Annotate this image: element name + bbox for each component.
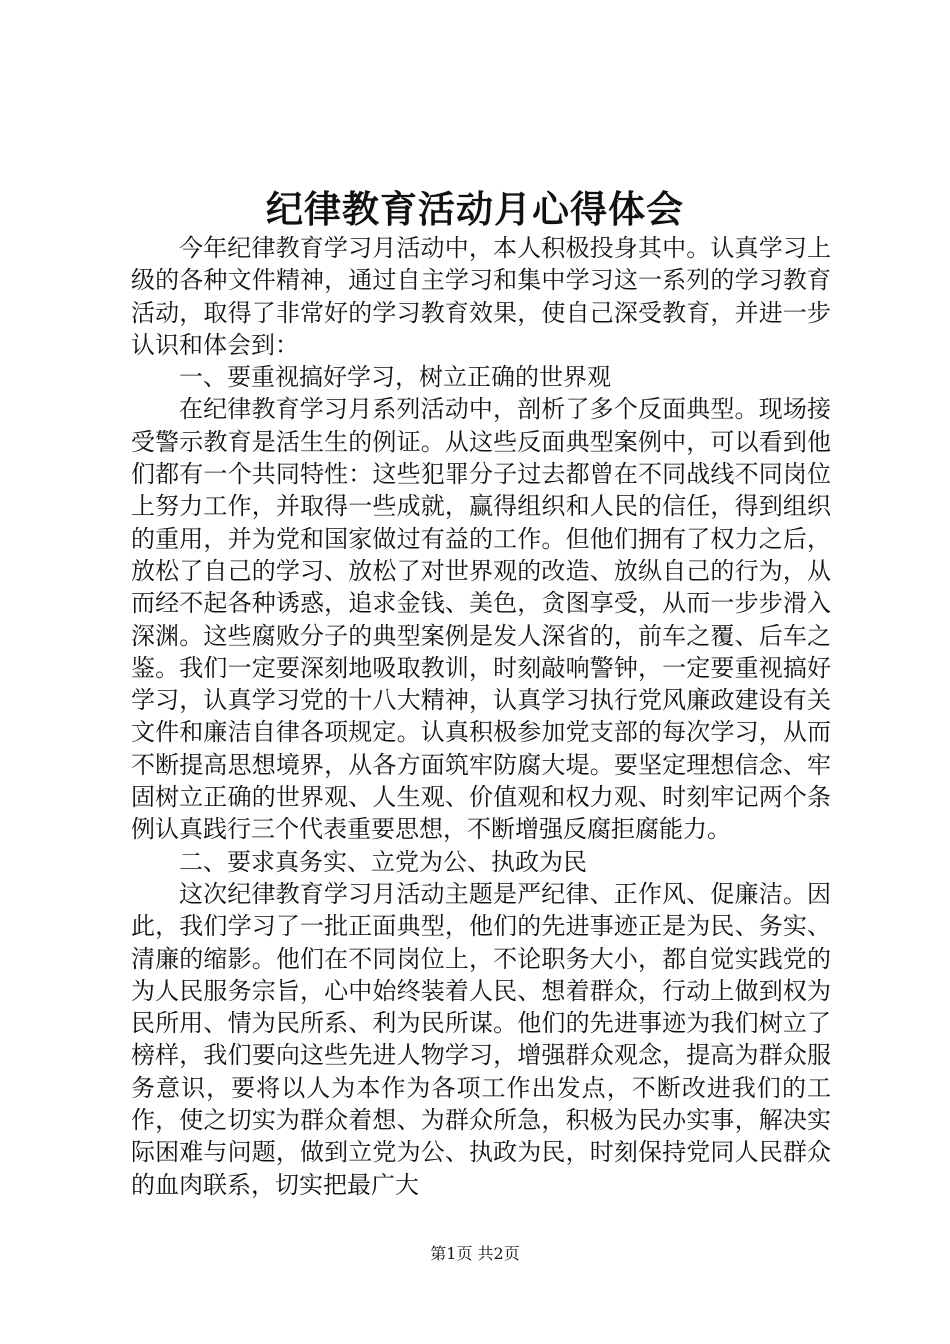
page-number-footer: 第1页 共2页 (430, 1244, 520, 1263)
paragraph-section-2: 这次纪律教育学习月活动主题是严纪律、正作风、促廉洁。因此，我们学习了一批正面典型，他们的先进事迹正是为民、务实、清廉的缩影。他们在不同岗位上，不论职务大小，都自觉实践党的为人民服务宗旨，心中始终装着人民、想着群众，行动上做到权为民所用、情为民所系、利为民所谋。他们的先进事迹为我们树立了榜样，我们要向这些先进人物学习，增强群众观念，提高为群众服务意识，要将以人为本作为各项工作出发点，不断改进我们的工作，使之切实为群众着想、为群众所急，积极为民办实事，解决实际困难与问题，做到立党为公、执政为民，时刻保持党同人民群众的血肉联系，切实把最广大 (131, 879, 831, 1199)
section-heading-1: 一、要重视搞好学习，树立正确的世界观 (179, 363, 611, 392)
paragraph-intro: 今年纪律教育学习月活动中，本人积极投身其中。认真学习上级的各种文件精神，通过自主学习和集中学习这一系列的学习教育活动，取得了非常好的学习教育效果，使自己深受教育，并进一步认识和体会到： (131, 234, 831, 359)
paragraph-section-1: 在纪律教育学习月系列活动中，剖析了多个反面典型。现场接受警示教育是活生生的例证。从这些反面典型案例中，可以看到他们都有一个共同特性：这些犯罪分子过去都曾在不同战线不同岗位上努力工作，并取得一些成就，赢得组织和人民的信任，得到组织的重用，并为党和国家做过有益的工作。但他们拥有了权力之后，放松了自己的学习、放松了对世界观的改造、放纵自己的行为，从而经不起各种诱惑，追求金钱、美色，贪图享受，从而一步步滑入深渊。这些腐败分子的典型案例是发人深省的，前车之覆、后车之鉴。我们一定要深刻地吸取教训，时刻敲响警钟，一定要重视搞好学习，认真学习党的十八大精神，认真学习执行党风廉政建设有关文件和廉洁自律各项规定。认真积极参加党支部的每次学习，从而不断提高思想境界，从各方面筑牢防腐大堤。要坚定理想信念、牢固树立正确的世界观、人生观、价值观和权力观、时刻牢记两个条例认真践行三个代表重要思想，不断增强反腐拒腐能力。 (131, 395, 831, 844)
document-body (131, 232, 831, 1201)
section-heading-2: 二、要求真务实、立党为公、执政为民 (179, 847, 587, 876)
document-title: 纪律教育活动月心得体会 (266, 187, 684, 231)
